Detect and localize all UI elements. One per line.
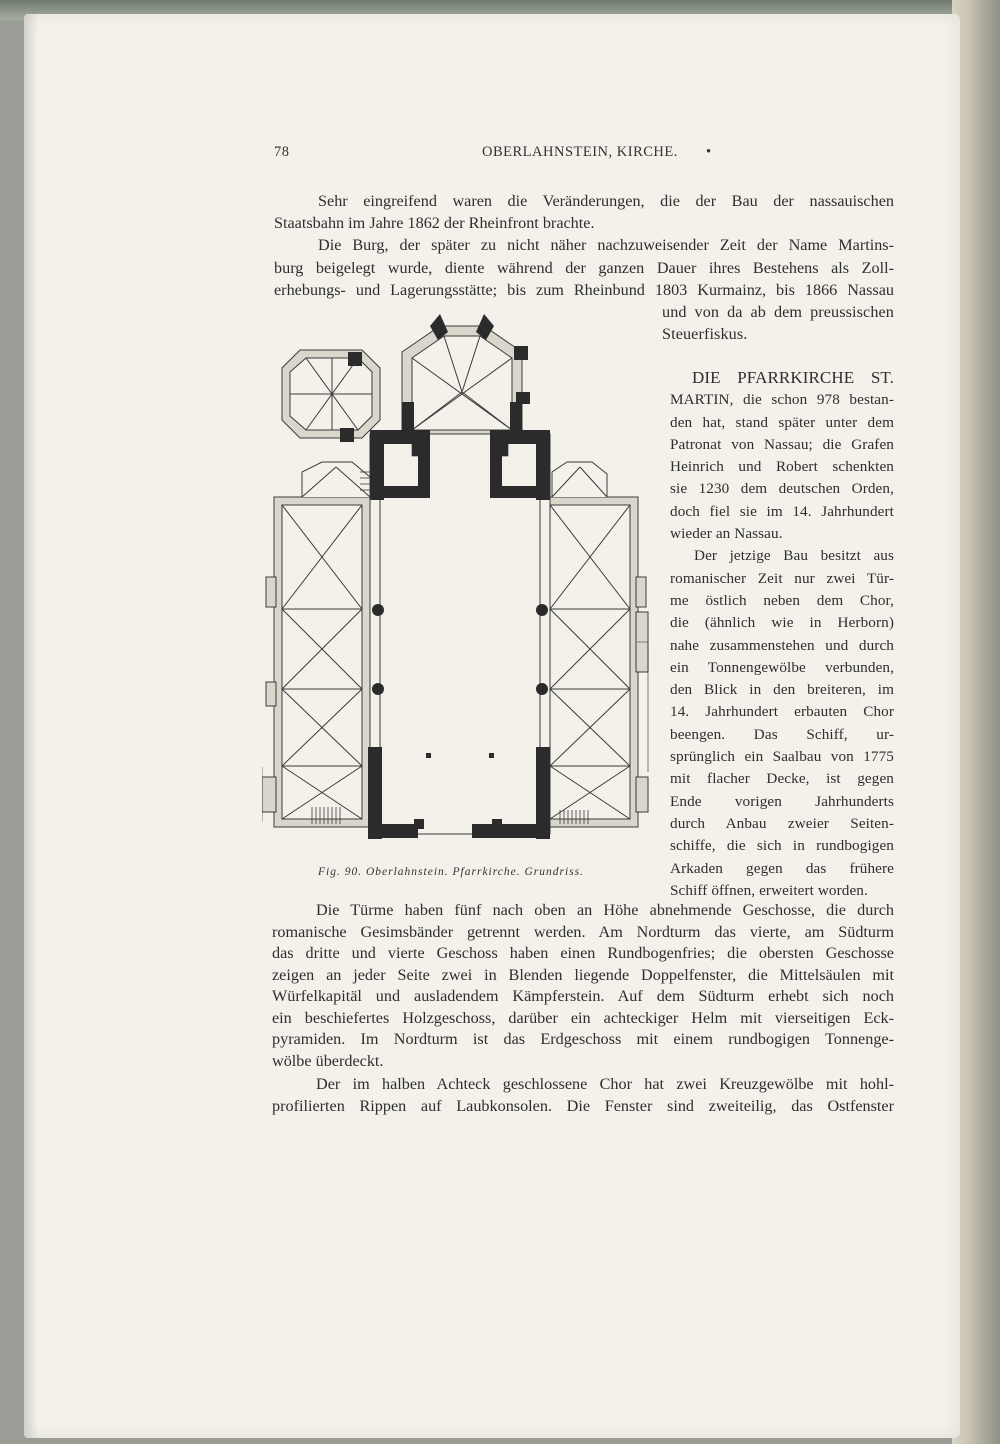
- text-line: MARTIN, die schon 978 bestan-: [670, 391, 894, 409]
- text-line: den hat, stand später unter dem: [670, 413, 894, 431]
- text-line: wölbe überdeckt.: [272, 1051, 384, 1070]
- text-line: Patronat von Nassau; die Grafen: [670, 435, 894, 453]
- text-line: Staatsbahn im Jahre 1862 der Rheinfront brachte.: [274, 214, 595, 233]
- text-line: Steuerfiskus.: [662, 325, 748, 344]
- side-text-upper: [662, 301, 894, 345]
- text-line: me östlich neben dem Chor,: [670, 591, 894, 609]
- text-line: mit flacher Decke, ist gegen: [670, 770, 894, 788]
- text-line: Ende vorigen Jahrhunderts: [670, 792, 894, 810]
- figure-caption: Fig. 90. Oberlahnstein. Pfarrkirche. Grundriss.: [318, 866, 585, 878]
- text-line: Sehr eingreifend waren die Veränderungen, die der Bau der nassauischen: [318, 192, 894, 210]
- text-line: Die Türme haben fünf nach oben an Höhe abnehmende Geschosse, die durch: [316, 901, 894, 919]
- text-line: profilierten Rippen auf Laubkonsolen. Die Fenster sind zweiteilig, das Ostfenster: [272, 1096, 894, 1115]
- page-number: 78: [274, 144, 290, 160]
- top-text-block: [274, 190, 894, 301]
- text-line: 14. Jahrhundert erbauten Chor: [670, 703, 894, 721]
- text-line: sie 1230 dem deutschen Orden,: [670, 480, 894, 498]
- text-line: Die Burg, der später zu nicht näher nachzuweisender Zeit der Name Martins-: [318, 236, 894, 255]
- text-line: Der jetzige Bau besitzt aus: [694, 547, 894, 565]
- text-line: Der im halben Achteck geschlossene Chor hat zwei Kreuzgewölbe mit hohl-: [316, 1075, 894, 1093]
- running-title: OBERLAHNSTEIN, KIRCHE.: [482, 144, 678, 160]
- text-line: zeigen an jeder Seite zwei in Blenden liegende Doppelfenster, die Mittelsäulen mit: [272, 965, 894, 984]
- text-line: die (ähnlich wie in Herborn): [670, 614, 894, 632]
- text-line: doch fiel sie im 14. Jahrhundert: [670, 502, 894, 520]
- floor-plan-figure: [262, 312, 658, 852]
- header-mark: •: [706, 144, 712, 160]
- side-text-column: [670, 367, 894, 902]
- text-line: beengen. Das Schiff, ur-: [670, 725, 894, 743]
- bottom-text-block: [272, 900, 894, 1117]
- text-line: pyramiden. Im Nordturm ist das Erdgeschoss mit einem rundbogigen Tonnenge-: [272, 1030, 894, 1048]
- text-line: romanischer Zeit nur zwei Tür-: [670, 569, 894, 587]
- text-line: den Blick in den breiteren, im: [670, 681, 894, 699]
- text-line: Schiff öffnen, erweitert worden.: [670, 881, 868, 899]
- text-line: durch Anbau zweier Seiten-: [670, 814, 894, 832]
- text-line: Heinrich und Robert schenkten: [670, 458, 894, 476]
- page-gutter-shadow: [24, 14, 38, 1438]
- section-heading: DIE PFARRKIRCHE ST.: [692, 368, 894, 387]
- text-line: sprünglich ein Saalbau von 1775: [670, 748, 894, 766]
- text-line: erhebungs- und Lagerungsstätte; bis zum Rheinbund 1803 Kurmainz, bis 1866 Nassau: [274, 280, 894, 299]
- text-line: romanische Gesimsbänder getrennt werden. Am Nordturm das vierte, am Südturm: [272, 922, 894, 941]
- text-line: schiffe, die sich in rundbogigen: [670, 837, 894, 855]
- text-line: ein beschiefertes Holzgeschoss, darüber ein achteckiger Helm mit vierseitigen Eck-: [272, 1008, 894, 1027]
- text-line: burg beigelegt wurde, diente während der ganzen Dauer ihres Bestehens als Zoll-: [274, 258, 894, 277]
- text-line: ein Tonnengewölbe verbunden,: [670, 658, 894, 676]
- text-line: wieder an Nassau.: [670, 525, 783, 543]
- text-line: Würfelkapitäl und ausladendem Kämpferstein. Auf dem Südturm erhebt sich noch: [272, 987, 894, 1005]
- text-line: das dritte und vierte Geschoss haben einen Rundbogenfries; die obersten Geschosse: [272, 944, 894, 962]
- text-line: und von da ab dem preussischen: [662, 303, 894, 321]
- text-line: Arkaden gegen das frühere: [670, 859, 894, 877]
- text-line: nahe zusammenstehen und durch: [670, 636, 894, 654]
